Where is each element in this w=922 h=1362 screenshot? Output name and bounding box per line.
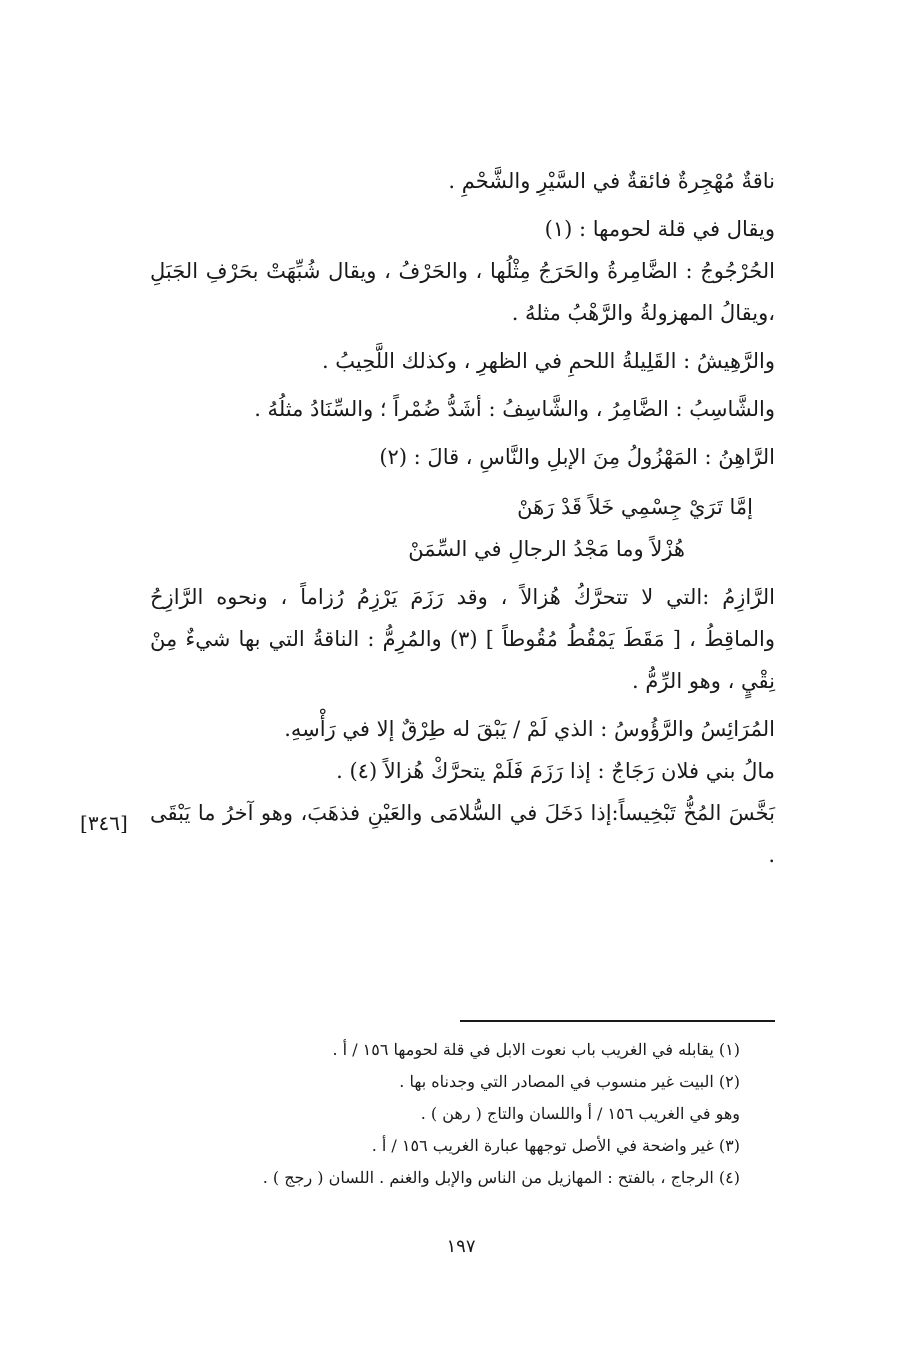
footnote-divider bbox=[460, 1020, 775, 1022]
paragraph: والرَّهِيشُ : القَلِيلةُ اللحمِ في الظهرِ ، وكذلك اللَّحِيبُ . bbox=[321, 349, 775, 373]
footnote: (٤) الرجاج ، بالفتح : المهازيل من الناس والإبل والغنم . اللسان ( رجج ) . bbox=[262, 1168, 740, 1187]
paragraph: ويقال في قلة لحومها : (١) bbox=[544, 217, 775, 241]
footnote: (١) يقابله في الغريب باب نعوت الابل في قلة لحومها ١٥٦ / أ . bbox=[332, 1040, 740, 1059]
footnote: (٢) البيت غير منسوب في المصادر التي وجدناه بها . bbox=[399, 1072, 740, 1091]
margin-page-reference: [٣٤٦] bbox=[80, 811, 128, 835]
paragraph: الرَّاهِنُ : المَهْزُولُ مِنَ الإبلِ والنَّاسِ ، قالَ : (٢) bbox=[379, 445, 775, 469]
paragraph: مالُ بني فلان رَجَاجٌ : إذا رَزَمَ فَلَمْ يتحرَّكْ هُزالاً (٤) . bbox=[336, 759, 775, 783]
paragraph: بَخَّسَ المُخُّ تَبْخِيساً:إذا دَخَلَ في السُّلامَى والعَيْنِ فذهَبَ، وهو آخرُ ما يَبْقَى . bbox=[150, 801, 775, 867]
footnote: وهو في الغريب ١٥٦ / أ واللسان والتاج ( رهن ) . bbox=[420, 1104, 740, 1123]
paragraph: الرَّازِمُ :التي لا تتحرَّكُ هُزالاً ، وقد رَزَمَ يَرْزِمُ رُزاماً ، ونحوه الرَّازِحُ والماقِطُ ، [ مَقَطَ يَمْقُطُ مُقُوطاً ] (٣) والمُرِمُّ : الناقةُ التي بها شيءٌ مِنْ نِقْيٍ ، وهو الرِّمُّ . bbox=[150, 585, 775, 693]
page-number: ١٩٧ bbox=[446, 1236, 476, 1257]
paragraph: المُرَائِسُ والرَّؤُوسُ : الذي لَمْ / يَبْقَ له طِرْقٌ إلا في رَأْسِهِ. bbox=[284, 717, 775, 741]
footnote: (٣) غير واضحة في الأصل توجهها عبارة الغريب ١٥٦ / أ . bbox=[371, 1136, 740, 1155]
verse-line-1: إمَّا تَرَيْ جِسْمِي خَلاً قَدْ رَهَنْ bbox=[517, 495, 753, 519]
paragraph: والشَّاسِبُ : الضَّامِرُ ، والشَّاسِفُ : أشَدُّ ضُمْراً ؛ والسِّنَادُ مثلُهُ . bbox=[254, 397, 775, 421]
verse-line-2: هُزْلاً وما مَجْدُ الرجالِ في السِّمَنْ bbox=[408, 537, 685, 561]
paragraph: ناقةٌ مُهْجِرةٌ فائقةٌ في السَّيْرِ والشَّحْمِ . bbox=[448, 169, 775, 193]
paragraph: الحُرْجُوجُ : الضَّامِرةُ والحَرَجُ مِثْلُها ، والحَرْفُ ، ويقال شُبِّهَتْ بحَرْفِ الجَبَلِ ،ويقالُ المهزولةُ والرَّهْبُ مثلهُ . bbox=[150, 259, 775, 325]
footnotes bbox=[150, 1034, 740, 1194]
main-text bbox=[150, 160, 775, 876]
